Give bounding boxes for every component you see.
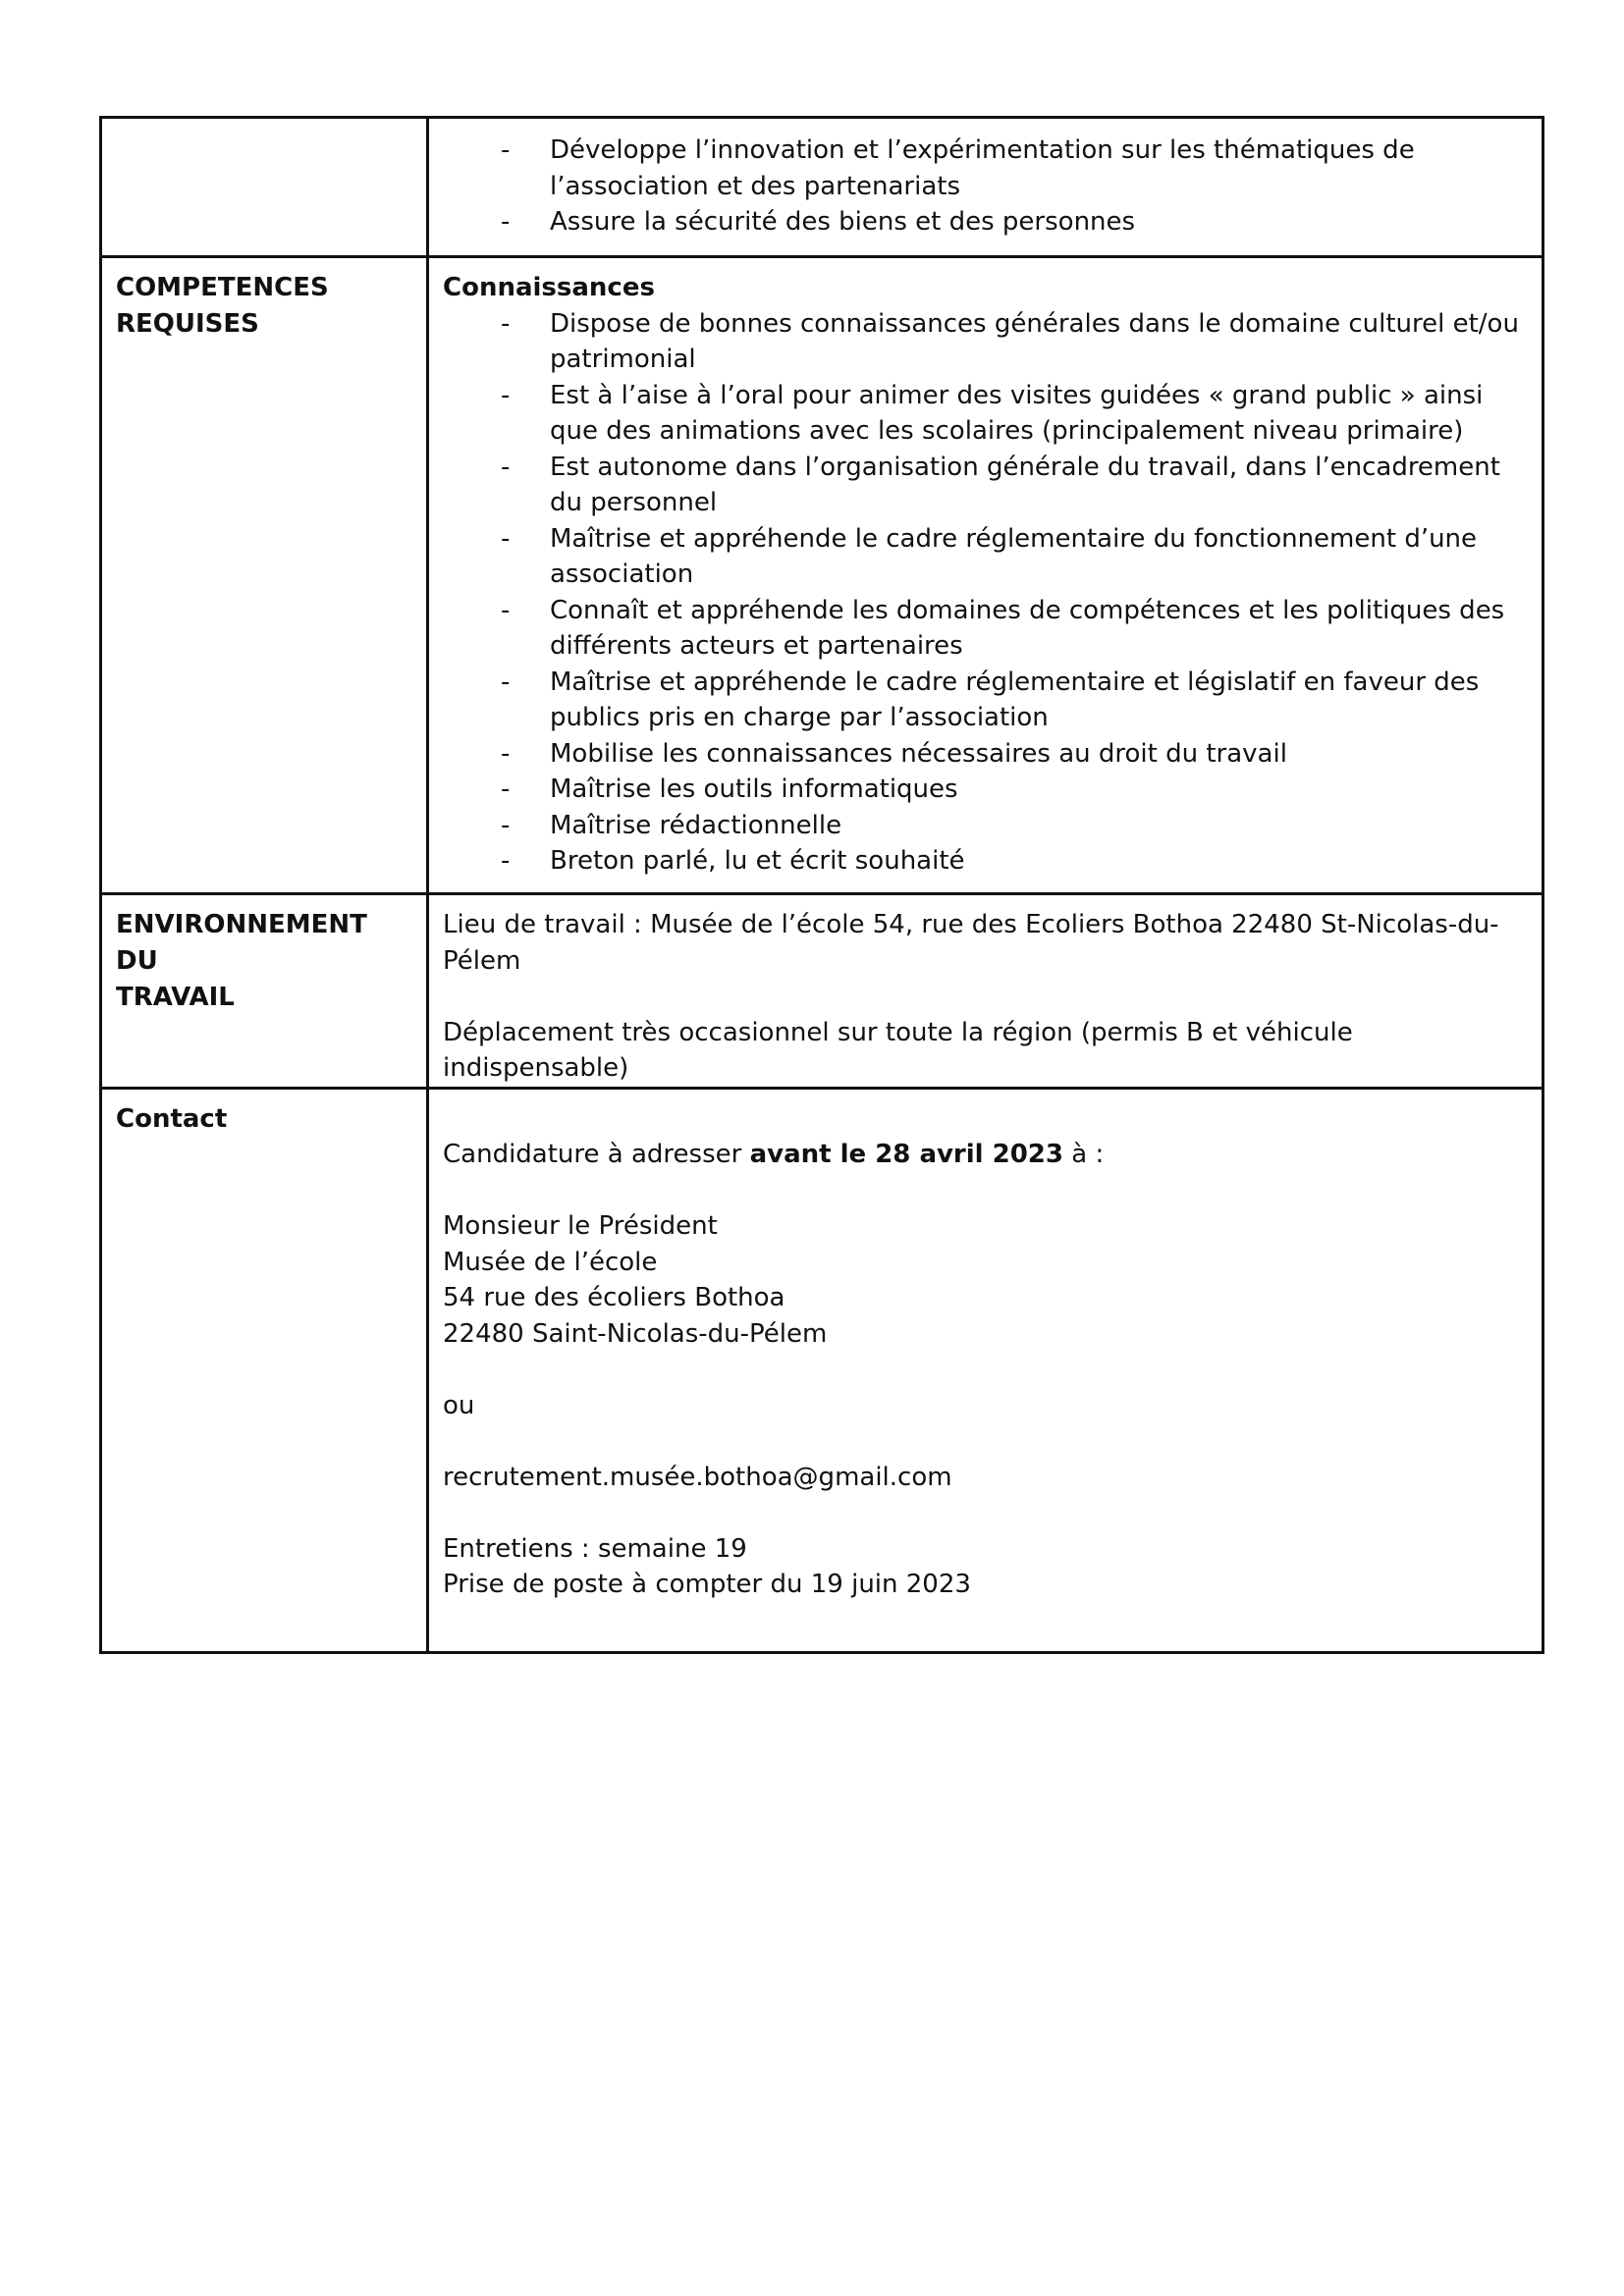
interviews-line: Entretiens : semaine 19: [443, 1533, 747, 1564]
content-cell-environnement: [428, 894, 1543, 1089]
content-cell-missions: [428, 118, 1543, 257]
list-item: - Est à l’aise à l’oral pour animer des visites guidées « grand public » ainsi que des animations avec les scolaires (principalement niveau primaire): [443, 378, 1524, 450]
list-item: - Maîtrise rédactionnelle: [443, 808, 1524, 844]
spacer: [443, 979, 1524, 1015]
missions-list: [443, 133, 1524, 240]
content-cell-contact: [428, 1088, 1543, 1652]
list-item: - Est autonome dans l’organisation générale du travail, dans l’encadrement du personnel: [443, 450, 1524, 521]
dash-marker: -: [501, 452, 511, 482]
dash-marker: -: [501, 846, 511, 876]
work-location: Lieu de travail : Musée de l’école 54, rue des Ecoliers Bothoa 22480 St-Nicolas-du-Pélem: [443, 910, 1499, 976]
or-text: ou: [443, 1390, 475, 1420]
list-item: - Mobilise les connaissances nécessaires au droit du travail: [443, 736, 1524, 773]
list-item: - Assure la sécurité des biens et des personnes: [443, 204, 1524, 240]
dash-marker: -: [501, 380, 511, 410]
dash-marker: -: [501, 595, 511, 625]
spacer: [443, 1101, 1524, 1138]
list-item: - Breton parlé, lu et écrit souhaité: [443, 843, 1524, 880]
table-row-environnement: [101, 894, 1543, 1089]
application-deadline: avant le 28 avril 2023: [749, 1140, 1063, 1169]
contact-label: Contact: [116, 1103, 228, 1134]
list-item: - Maîtrise et appréhende le cadre réglementaire et législatif en faveur des publics pris en charge par l’association: [443, 665, 1524, 736]
table-row-competences: [101, 257, 1543, 894]
dash-marker: -: [501, 308, 511, 339]
content-cell-competences: [428, 257, 1543, 894]
label-cell-empty: [101, 118, 428, 257]
document-page: [99, 116, 1542, 1654]
list-item: - Maîtrise les outils informatiques: [443, 772, 1524, 808]
dash-marker: -: [501, 523, 511, 554]
spacer: [443, 1173, 1524, 1209]
spacer: [443, 1495, 1524, 1531]
list-item: - Maîtrise et appréhende le cadre réglementaire du fonctionnement d’une association: [443, 521, 1524, 593]
environnement-label: ENVIRONNEMENT DU TRAVAIL: [116, 910, 367, 1012]
dash-marker: -: [501, 667, 511, 697]
address-line: Monsieur le Président: [443, 1211, 718, 1241]
spacer: [443, 1352, 1524, 1388]
connaissances-heading: Connaissances: [443, 273, 655, 302]
dash-marker: -: [501, 810, 511, 840]
address-line: 54 rue des écoliers Bothoa: [443, 1283, 785, 1312]
dash-marker: -: [501, 738, 511, 769]
travel-note: Déplacement très occasionnel sur toute la région (permis B et véhicule indispensable): [443, 1017, 1353, 1083]
dash-marker: -: [501, 774, 511, 804]
competences-label: COMPETENCES REQUISES: [116, 273, 329, 339]
list-item: - Développe l’innovation et l’expérimentation sur les thématiques de l’association et des partenariats: [443, 133, 1524, 204]
table-row-contact: [101, 1088, 1543, 1652]
contact-email: recrutement.musée.bothoa@gmail.com: [443, 1462, 952, 1492]
address-line: Musée de l’école: [443, 1247, 658, 1277]
competences-list: [443, 306, 1524, 880]
spacer: [443, 1423, 1524, 1460]
dash-marker: -: [501, 135, 511, 165]
list-item: - Connaît et appréhende les domaines de compétences et les politiques des différents acteurs et partenaires: [443, 593, 1524, 665]
table-row-missions-continued: [101, 118, 1543, 257]
label-cell-environnement: [101, 894, 428, 1089]
label-cell-competences: [101, 257, 428, 894]
start-date-line: Prise de poste à compter du 19 juin 2023: [443, 1570, 971, 1599]
label-cell-contact: [101, 1088, 428, 1652]
application-line: Candidature à adresser avant le 28 avril 2023 à :: [443, 1140, 1105, 1169]
dash-marker: -: [501, 207, 511, 237]
address-line: 22480 Saint-Nicolas-du-Pélem: [443, 1318, 828, 1349]
list-item: - Dispose de bonnes connaissances générales dans le domaine culturel et/ou patrimonial: [443, 306, 1524, 378]
job-description-table: [99, 116, 1544, 1654]
